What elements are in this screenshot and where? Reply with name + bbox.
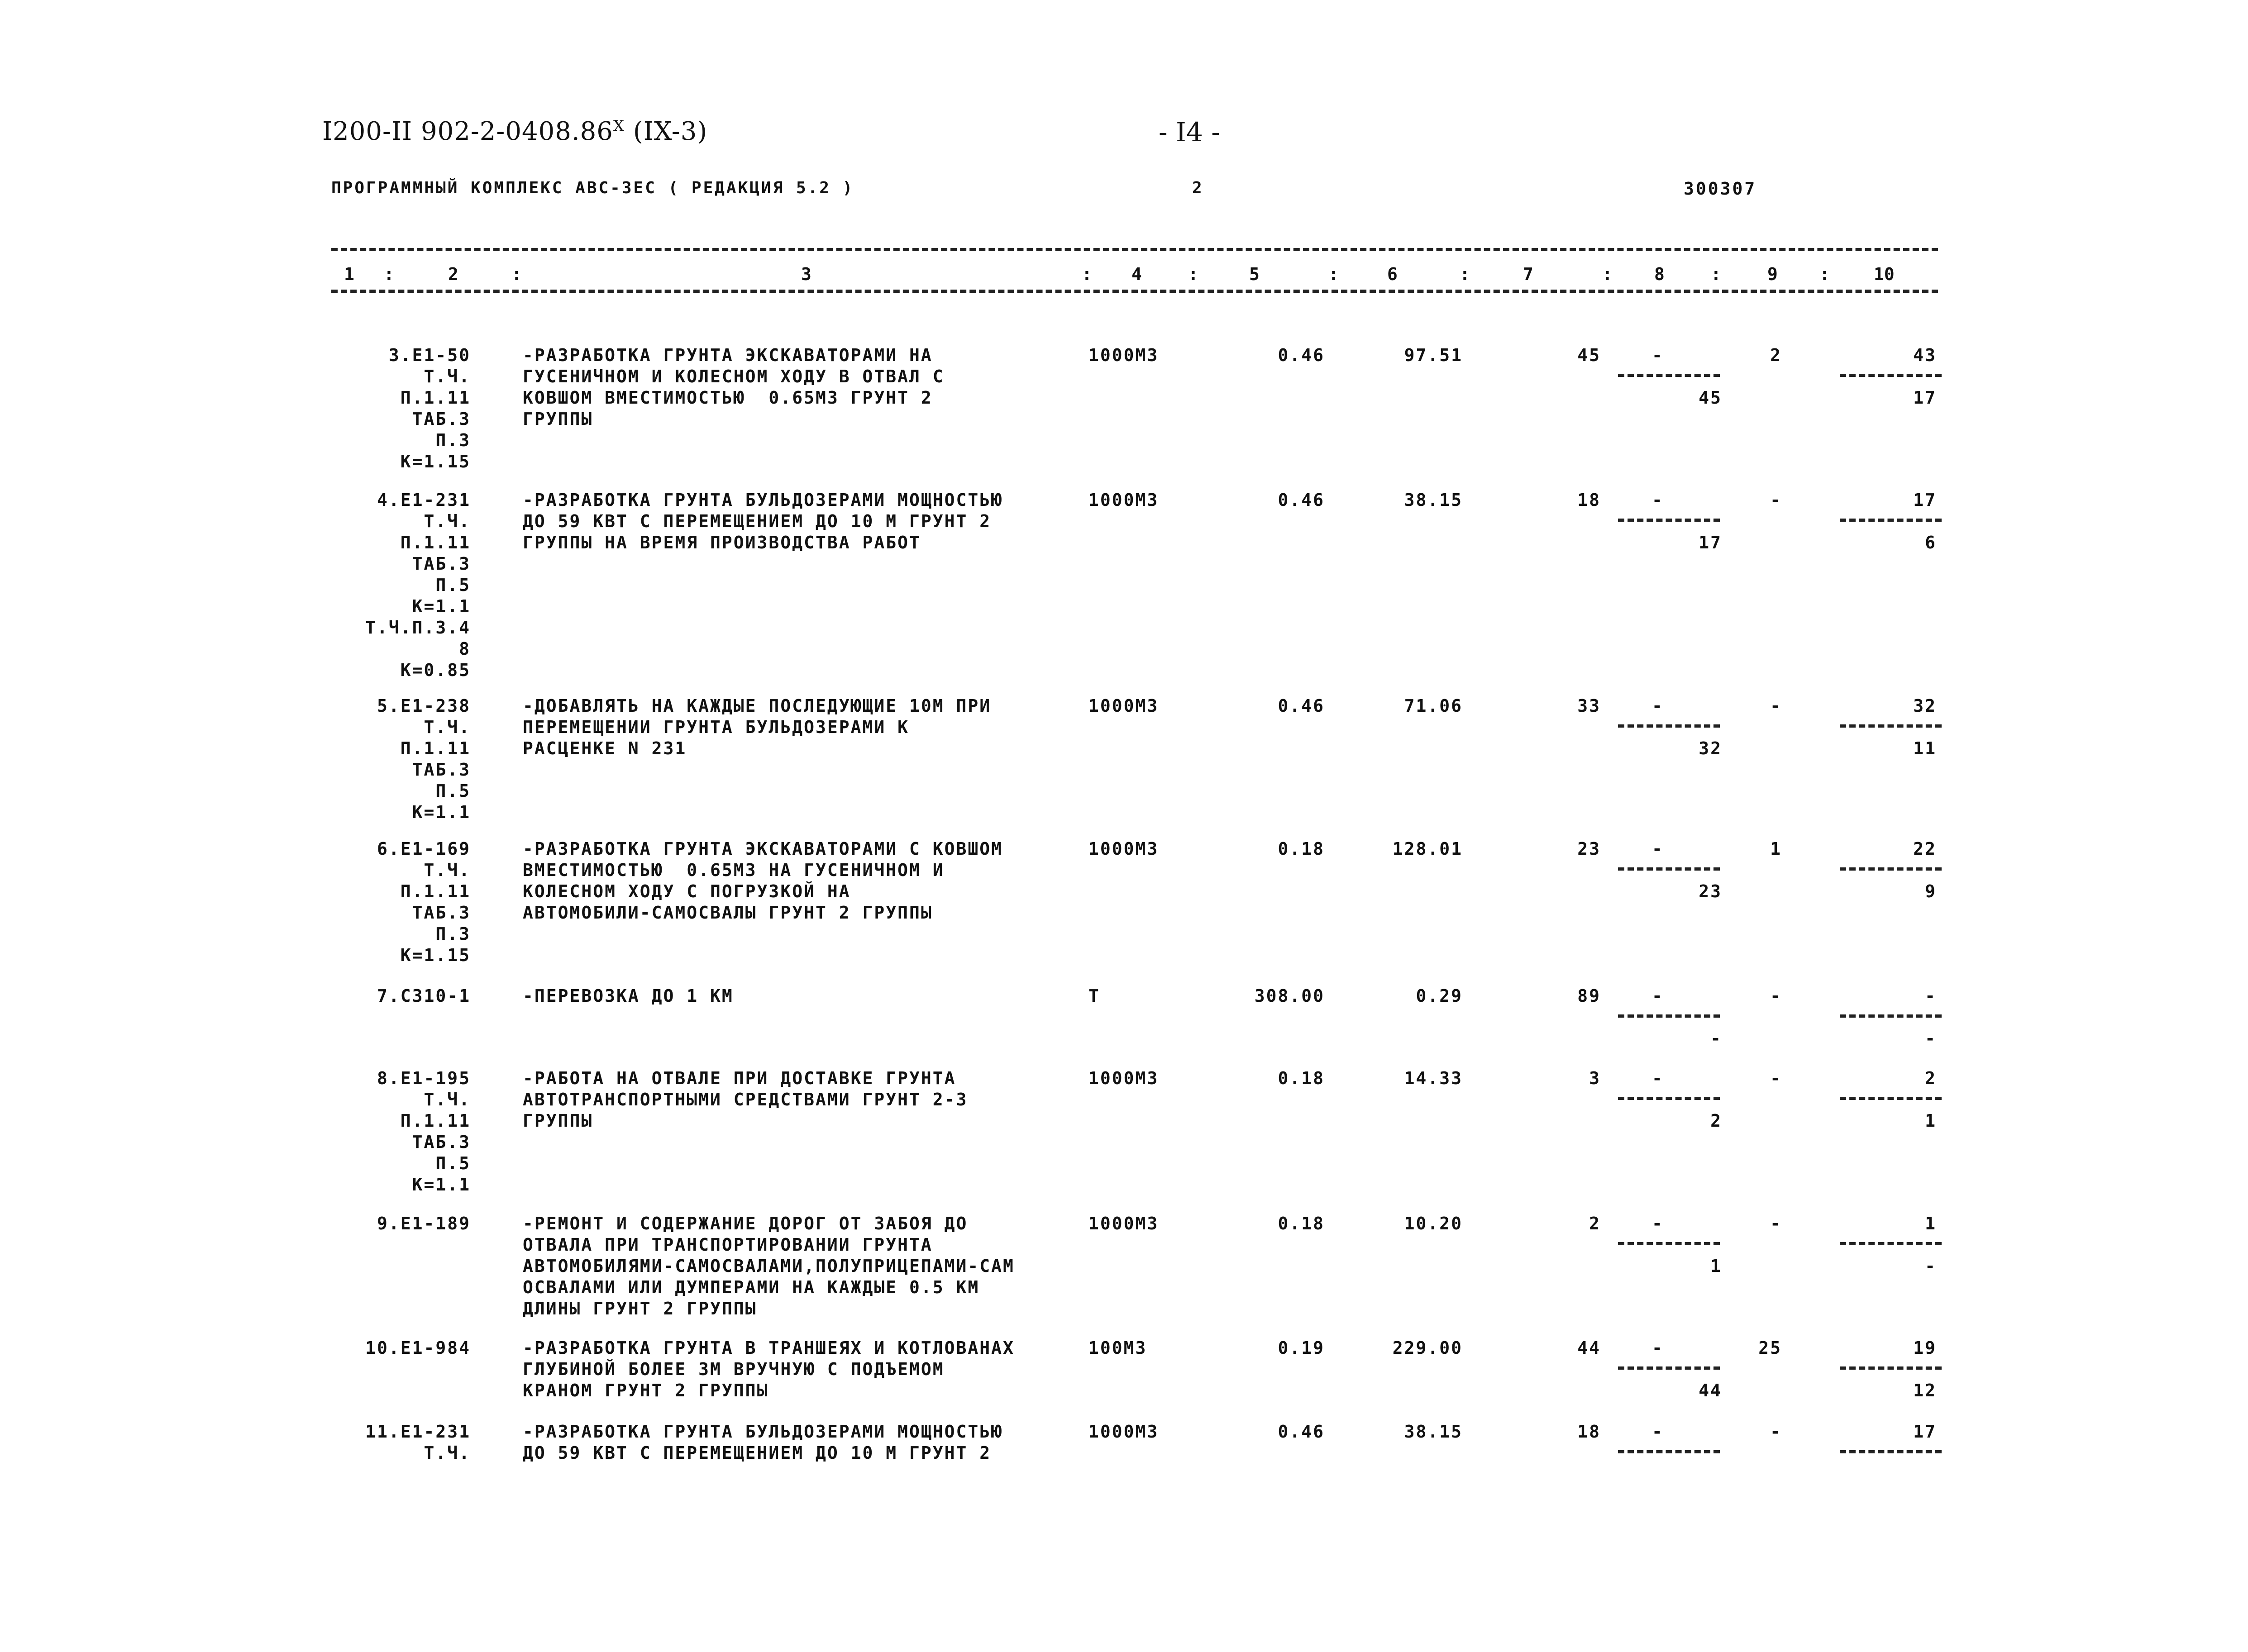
work-description: -РАБОТА НА ОТВАЛЕ ПРИ ДОСТАВКЕ ГРУНТА АВТОТРАНСПОРТНЫМИ СРЕДСТВАМИ ГРУНТ 2-3 ГРУППЫ bbox=[523, 1068, 968, 1131]
col10-divider bbox=[1840, 1014, 1942, 1018]
col8-divider bbox=[1618, 374, 1720, 377]
col8-top: - bbox=[1652, 345, 1664, 365]
norm-code: 4.Е1-231 Т.Ч. П.1.11 ТАБ.3 П.5 К=1.1 Т.Ч.П.3.4 8 К=0.85 bbox=[365, 490, 471, 680]
total-cost: 18 bbox=[1577, 490, 1601, 510]
col8-top: - bbox=[1652, 490, 1664, 510]
col8-top: - bbox=[1652, 1422, 1664, 1442]
col10-divider bbox=[1840, 1450, 1942, 1453]
col8-divider bbox=[1618, 724, 1720, 728]
col9-value: - bbox=[1770, 1068, 1782, 1088]
col10-divider bbox=[1840, 1242, 1942, 1245]
unit-price: 128.01 bbox=[1392, 839, 1463, 859]
total-cost: 89 bbox=[1577, 986, 1601, 1006]
col8-bottom: 44 bbox=[1699, 1381, 1722, 1400]
unit-price: 38.15 bbox=[1404, 1422, 1463, 1442]
quantity: 0.18 bbox=[1278, 1068, 1325, 1088]
col9-value: - bbox=[1770, 986, 1782, 1006]
col8-top: - bbox=[1652, 696, 1664, 716]
col10-top: 17 bbox=[1913, 490, 1937, 510]
column-header: 6 bbox=[1387, 264, 1398, 284]
col8-bottom: - bbox=[1710, 1028, 1722, 1048]
page-number: - I4 - bbox=[1159, 117, 1220, 148]
col10-top: 43 bbox=[1913, 345, 1937, 365]
unit-price: 14.33 bbox=[1404, 1068, 1463, 1088]
column-header: 5 bbox=[1249, 264, 1260, 284]
col9-value: - bbox=[1770, 1422, 1782, 1442]
norm-code: 10.Е1-984 bbox=[365, 1338, 471, 1358]
norm-code: 3.Е1-50 Т.Ч. П.1.11 ТАБ.3 П.3 К=1.15 bbox=[388, 345, 471, 471]
total-cost: 3 bbox=[1589, 1068, 1601, 1088]
col10-top: 32 bbox=[1913, 696, 1937, 716]
unit: 1000М3 bbox=[1088, 839, 1159, 859]
unit-price: 0.29 bbox=[1416, 986, 1463, 1006]
unit: 1000М3 bbox=[1088, 345, 1159, 365]
col8-divider bbox=[1618, 519, 1720, 522]
work-description: -ПЕРЕВОЗКА ДО 1 КМ bbox=[523, 986, 734, 1006]
total-cost: 2 bbox=[1589, 1214, 1601, 1233]
column-separator: : bbox=[1082, 264, 1092, 284]
col9-value: 25 bbox=[1758, 1338, 1782, 1358]
col8-top: - bbox=[1652, 986, 1664, 1006]
column-header: 10 bbox=[1874, 264, 1895, 284]
work-description: -РАЗРАБОТКА ГРУНТА БУЛЬДОЗЕРАМИ МОЩНОСТЬЮ ДО 59 КВТ С ПЕРЕМЕЩЕНИЕМ ДО 10 М ГРУНТ 2 bbox=[523, 1422, 1003, 1463]
col8-bottom: 1 bbox=[1710, 1256, 1722, 1276]
work-description: -РЕМОНТ И СОДЕРЖАНИЕ ДОРОГ ОТ ЗАБОЯ ДО ОТВАЛА ПРИ ТРАНСПОРТИРОВАНИИ ГРУНТА АВТОМОБИЛЯМИ-САМОСВАЛАМИ,ПОЛУПРИЦЕПАМИ-САМ ОСВАЛАМИ ИЛИ ДУМПЕРАМИ НА КАЖДЫЕ 0.5 КМ ДЛИНЫ ГРУНТ 2 ГРУППЫ bbox=[523, 1214, 1015, 1319]
col9-value: 2 bbox=[1770, 345, 1782, 365]
column-header: 4 bbox=[1131, 264, 1142, 284]
unit: 1000М3 bbox=[1088, 1214, 1159, 1233]
unit-price: 71.06 bbox=[1404, 696, 1463, 716]
table-header-rule bbox=[331, 290, 1938, 293]
norm-code: 9.Е1-189 bbox=[377, 1214, 471, 1233]
unit: Т bbox=[1088, 986, 1100, 1006]
col8-divider bbox=[1618, 1242, 1720, 1245]
program-title: ПРОГРАММНЫЙ КОМПЛЕКС АВС-3ЕС ( РЕДАКЦИЯ 5.2 ) bbox=[331, 179, 854, 197]
col8-divider bbox=[1618, 1097, 1720, 1100]
col8-bottom: 45 bbox=[1699, 388, 1722, 408]
column-header: 2 bbox=[448, 264, 458, 284]
col10-bottom: 1 bbox=[1925, 1111, 1937, 1131]
quantity: 0.18 bbox=[1278, 839, 1325, 859]
col8-divider bbox=[1618, 867, 1720, 871]
col10-divider bbox=[1840, 519, 1942, 522]
column-header: 9 bbox=[1767, 264, 1778, 284]
col8-bottom: 32 bbox=[1699, 738, 1722, 758]
unit-price: 38.15 bbox=[1404, 490, 1463, 510]
unit-price: 97.51 bbox=[1404, 345, 1463, 365]
total-cost: 44 bbox=[1577, 1338, 1601, 1358]
col8-bottom: 17 bbox=[1699, 533, 1722, 552]
column-header: 1 bbox=[344, 264, 354, 284]
col10-top: 2 bbox=[1925, 1068, 1937, 1088]
unit-price: 10.20 bbox=[1404, 1214, 1463, 1233]
col10-top: 17 bbox=[1913, 1422, 1937, 1442]
col8-top: - bbox=[1652, 839, 1664, 859]
quantity: 0.46 bbox=[1278, 345, 1325, 365]
unit: 1000М3 bbox=[1088, 490, 1159, 510]
col9-value: 1 bbox=[1770, 839, 1782, 859]
col8-divider bbox=[1618, 1450, 1720, 1453]
col10-bottom: 11 bbox=[1913, 738, 1937, 758]
sheet-number: 2 bbox=[1192, 179, 1202, 197]
norm-code: 5.Е1-238 Т.Ч. П.1.11 ТАБ.3 П.5 К=1.1 bbox=[377, 696, 471, 822]
col8-top: - bbox=[1652, 1338, 1664, 1358]
quantity: 308.00 bbox=[1254, 986, 1325, 1006]
total-cost: 45 bbox=[1577, 345, 1601, 365]
work-description: -РАЗРАБОТКА ГРУНТА В ТРАНШЕЯХ И КОТЛОВАНАХ ГЛУБИНОЙ БОЛЕЕ 3М ВРУЧНУЮ С ПОДЪЕМОМ КРАНОМ ГРУНТ 2 ГРУППЫ bbox=[523, 1338, 1015, 1400]
unit: 1000М3 bbox=[1088, 1422, 1159, 1442]
quantity: 0.19 bbox=[1278, 1338, 1325, 1358]
col9-value: - bbox=[1770, 490, 1782, 510]
col10-divider bbox=[1840, 867, 1942, 871]
work-description: -РАЗРАБОТКА ГРУНТА ЭКСКАВАТОРАМИ НА ГУСЕНИЧНОМ И КОЛЕСНОМ ХОДУ В ОТВАЛ С КОВШОМ ВМЕСТИМОСТЬЮ 0.65М3 ГРУНТ 2 ГРУППЫ bbox=[523, 345, 945, 429]
col8-top: - bbox=[1652, 1068, 1664, 1088]
work-description: -РАЗРАБОТКА ГРУНТА ЭКСКАВАТОРАМИ С КОВШОМ ВМЕСТИМОСТЬЮ 0.65М3 НА ГУСЕНИЧНОМ И КОЛЕСНОМ ХОДУ С ПОГРУЗКОЙ НА АВТОМОБИЛИ-САМОСВАЛЫ ГРУНТ 2 ГРУППЫ bbox=[523, 839, 1003, 923]
col10-top: 19 bbox=[1913, 1338, 1937, 1358]
work-description: -ДОБАВЛЯТЬ НА КАЖДЫЕ ПОСЛЕДУЮЩИЕ 10М ПРИ ПЕРЕМЕЩЕНИИ ГРУНТА БУЛЬДОЗЕРАМИ К РАСЦЕНКЕ N 231 bbox=[523, 696, 992, 758]
col8-top: - bbox=[1652, 1214, 1664, 1233]
unit: 1000М3 bbox=[1088, 1068, 1159, 1088]
work-description: -РАЗРАБОТКА ГРУНТА БУЛЬДОЗЕРАМИ МОЩНОСТЬЮ ДО 59 КВТ С ПЕРЕМЕЩЕНИЕМ ДО 10 М ГРУНТ 2 ГРУППЫ НА ВРЕМЯ ПРОИЗВОДСТВА РАБОТ bbox=[523, 490, 1003, 552]
norm-code: 8.Е1-195 Т.Ч. П.1.11 ТАБ.3 П.5 К=1.1 bbox=[377, 1068, 471, 1195]
column-separator: : bbox=[511, 264, 522, 284]
col10-top: - bbox=[1925, 986, 1937, 1006]
unit: 1000М3 bbox=[1088, 696, 1159, 716]
col10-divider bbox=[1840, 1366, 1942, 1370]
column-separator: : bbox=[1819, 264, 1830, 284]
quantity: 0.46 bbox=[1278, 696, 1325, 716]
quantity: 0.46 bbox=[1278, 1422, 1325, 1442]
column-header: 8 bbox=[1654, 264, 1665, 284]
col10-divider bbox=[1840, 374, 1942, 377]
column-header: 7 bbox=[1523, 264, 1533, 284]
col8-bottom: 23 bbox=[1699, 881, 1722, 901]
col10-bottom: - bbox=[1925, 1028, 1937, 1048]
col8-bottom: 2 bbox=[1710, 1111, 1722, 1131]
document-id: 300307 bbox=[1684, 179, 1757, 199]
col10-bottom: 9 bbox=[1925, 881, 1937, 901]
col10-top: 1 bbox=[1925, 1214, 1937, 1233]
column-separator: : bbox=[1188, 264, 1198, 284]
unit: 100М3 bbox=[1088, 1338, 1147, 1358]
col10-bottom: - bbox=[1925, 1256, 1937, 1276]
norm-code: 11.Е1-231 Т.Ч. bbox=[365, 1422, 471, 1463]
column-header: 3 bbox=[801, 264, 811, 284]
norm-code: 6.Е1-169 Т.Ч. П.1.11 ТАБ.3 П.3 К=1.15 bbox=[377, 839, 471, 965]
col8-divider bbox=[1618, 1366, 1720, 1370]
total-cost: 23 bbox=[1577, 839, 1601, 859]
col10-bottom: 17 bbox=[1913, 388, 1937, 408]
col10-divider bbox=[1840, 1097, 1942, 1100]
col10-divider bbox=[1840, 724, 1942, 728]
col10-bottom: 6 bbox=[1925, 533, 1937, 552]
column-separator: : bbox=[384, 264, 394, 284]
col9-value: - bbox=[1770, 696, 1782, 716]
norm-code: 7.С310-1 bbox=[377, 986, 471, 1006]
table-top-rule bbox=[331, 248, 1938, 251]
col10-top: 22 bbox=[1913, 839, 1937, 859]
column-separator: : bbox=[1602, 264, 1613, 284]
column-separator: : bbox=[1328, 264, 1339, 284]
total-cost: 18 bbox=[1577, 1422, 1601, 1442]
col9-value: - bbox=[1770, 1214, 1782, 1233]
col10-bottom: 12 bbox=[1913, 1381, 1937, 1400]
col8-divider bbox=[1618, 1014, 1720, 1018]
unit-price: 229.00 bbox=[1392, 1338, 1463, 1358]
quantity: 0.46 bbox=[1278, 490, 1325, 510]
total-cost: 33 bbox=[1577, 696, 1601, 716]
column-separator: : bbox=[1711, 264, 1721, 284]
document-code: I200-II $902-2-0408.86^X$ (IX-3) bbox=[322, 117, 708, 146]
column-separator: : bbox=[1460, 264, 1470, 284]
quantity: 0.18 bbox=[1278, 1214, 1325, 1233]
